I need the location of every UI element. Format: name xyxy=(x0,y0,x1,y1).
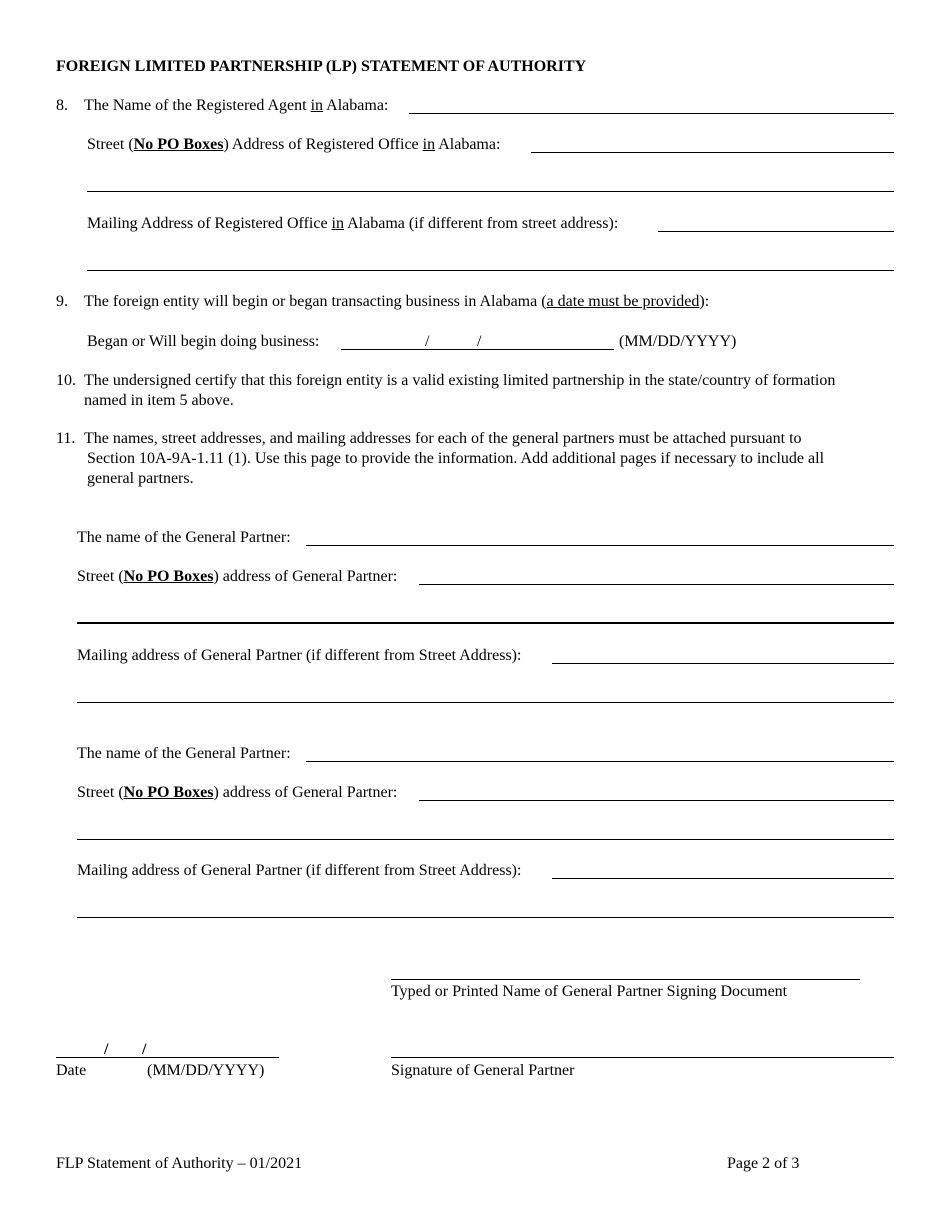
partner-1-mailing-field-line2[interactable] xyxy=(77,702,894,703)
item-9-number: 9. xyxy=(56,293,68,310)
partner-2-street-field[interactable] xyxy=(419,800,894,801)
partner-1-mailing-field[interactable] xyxy=(552,663,894,664)
date-label: Date xyxy=(56,1062,87,1079)
partner-2-name-label: The name of the General Partner: xyxy=(77,745,291,762)
item-11-line2: Section 10A-9A-1.11 (1). Use this page to provide the information. Add additional pages if necessary to include all xyxy=(87,450,825,467)
partner-1-name-field[interactable] xyxy=(306,545,894,546)
item-10-line2: named in item 5 above. xyxy=(84,392,234,409)
footer-page-number: Page 2 of 3 xyxy=(727,1155,800,1172)
partner-2-mailing-field[interactable] xyxy=(552,878,894,879)
registered-agent-field[interactable] xyxy=(409,113,894,114)
partner-1-street-label: Street (No PO Boxes) address of General Partner: xyxy=(77,568,398,585)
partner-2-mailing-label: Mailing address of General Partner (if different from Street Address): xyxy=(77,862,522,879)
partner-1-street-field-line2[interactable] xyxy=(77,622,894,624)
item-11-line1: The names, street addresses, and mailing addresses for each of the general partners must be attached pursuant to xyxy=(84,430,802,447)
partner-1-street-field[interactable] xyxy=(419,584,894,585)
date-format-hint: (MM/DD/YYYY) xyxy=(147,1062,265,1079)
mailing-address-label: Mailing Address of Registered Office in Alabama (if different from street address): xyxy=(87,215,619,232)
signature-field[interactable] xyxy=(391,1057,894,1058)
typed-name-label: Typed or Printed Name of General Partner Signing Document xyxy=(391,983,788,1000)
signature-date-field[interactable] xyxy=(56,1057,279,1058)
date-slash: / xyxy=(142,1041,147,1058)
partner-2-name-field[interactable] xyxy=(306,761,894,762)
signature-label: Signature of General Partner xyxy=(391,1062,575,1079)
date-slash: / xyxy=(104,1041,109,1058)
mailing-address-field[interactable] xyxy=(658,231,894,232)
partner-1-mailing-label: Mailing address of General Partner (if different from Street Address): xyxy=(77,647,522,664)
partner-2-street-label: Street (No PO Boxes) address of General Partner: xyxy=(77,784,398,801)
typed-name-field[interactable] xyxy=(391,979,860,980)
item-10-line1: The undersigned certify that this foreign entity is a valid existing limited partnership in the state/country of formation xyxy=(84,372,836,389)
date-slash: / xyxy=(425,333,430,350)
mailing-address-field-line2[interactable] xyxy=(87,270,894,271)
item-11-number: 11. xyxy=(56,430,76,447)
item-10-number: 10. xyxy=(56,372,76,389)
date-format-hint: (MM/DD/YYYY) xyxy=(619,333,737,350)
registered-agent-label: The Name of the Registered Agent in Alabama: xyxy=(84,97,389,114)
date-slash: / xyxy=(477,333,482,350)
street-address-field-line2[interactable] xyxy=(87,191,894,192)
street-address-field[interactable] xyxy=(531,152,894,153)
item-11-line3: general partners. xyxy=(87,470,194,487)
partner-1-name-label: The name of the General Partner: xyxy=(77,529,291,546)
street-address-label: Street (No PO Boxes) Address of Registered Office in Alabama: xyxy=(87,136,501,153)
item-8-number: 8. xyxy=(56,97,68,114)
page-title: FOREIGN LIMITED PARTNERSHIP (LP) STATEMENT OF AUTHORITY xyxy=(56,58,587,75)
began-business-label: Began or Will begin doing business: xyxy=(87,333,320,350)
partner-2-mailing-field-line2[interactable] xyxy=(77,917,894,918)
partner-2-street-field-line2[interactable] xyxy=(77,839,894,840)
begin-business-text: The foreign entity will begin or began transacting business in Alabama (a date must be provided): xyxy=(84,293,710,310)
footer-form-id: FLP Statement of Authority – 01/2021 xyxy=(56,1155,303,1172)
